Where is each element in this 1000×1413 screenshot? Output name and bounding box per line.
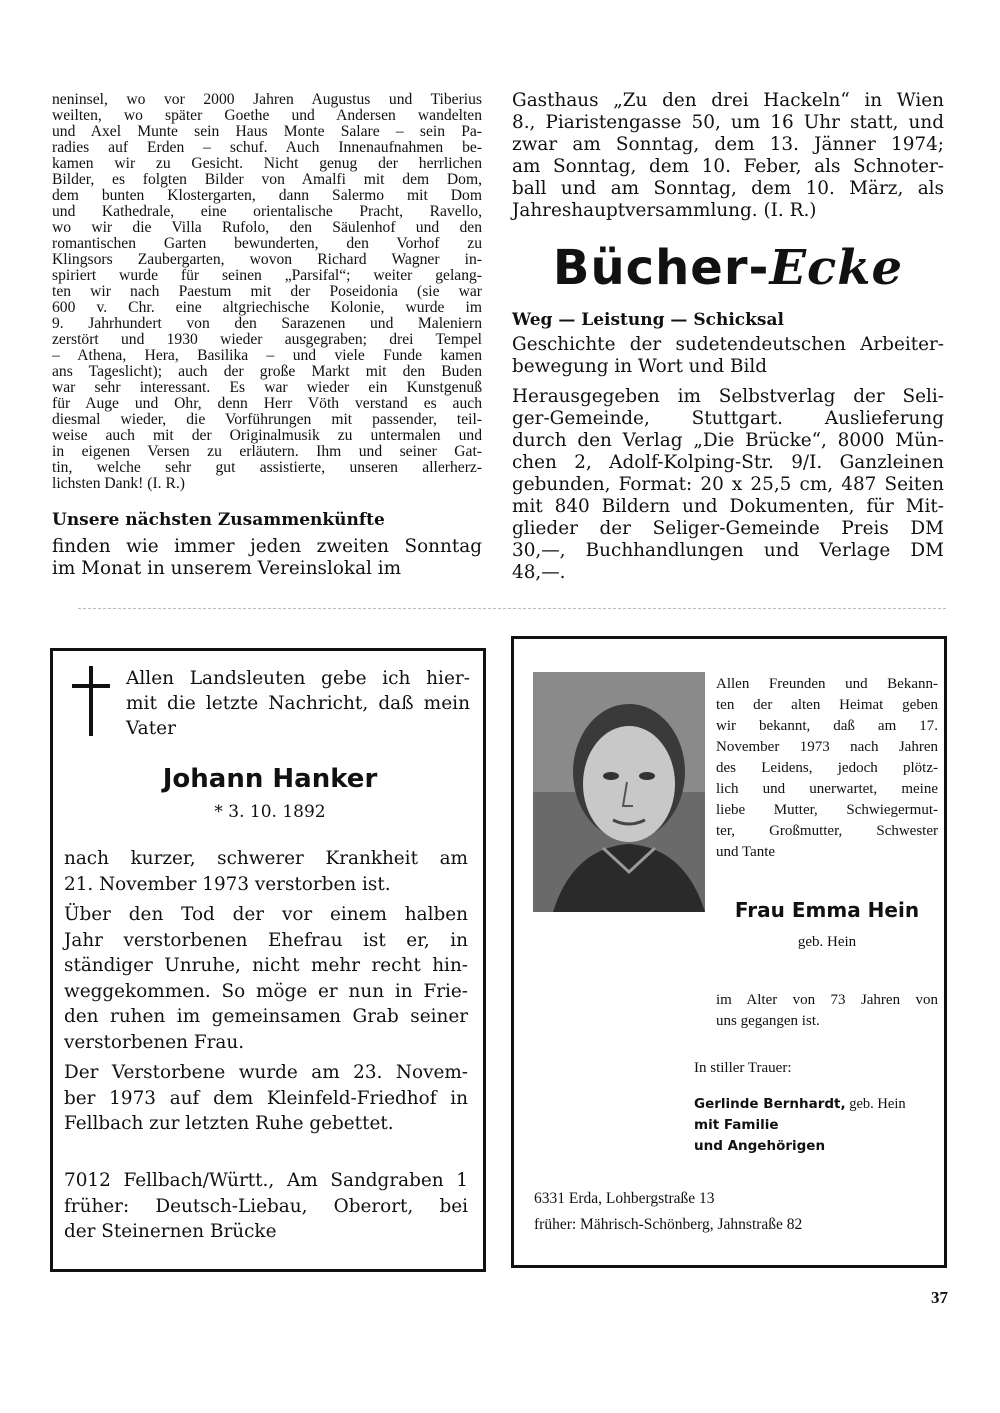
book-details-line: glieder der Seliger-Gemeinde Preis DM <box>512 518 944 539</box>
address-line-2: früher: Mährisch-Schönberg, Jahnstraße 82 <box>534 1216 803 1233</box>
obituary-para-2 <box>64 902 468 1055</box>
obituary-address <box>64 1168 468 1245</box>
article-line: lichsten Dank! (I. R.) <box>52 475 185 492</box>
book-subtitle-line: bewegung in Wort und Bild <box>512 356 768 377</box>
article-line: radies auf Erden – schuf. Auch Innenaufnahmen be- <box>52 139 482 156</box>
book-details-line: chen 2, Adolf-Kolping-Str. 9/I. Ganzleinen <box>512 452 944 473</box>
maiden-name: geb. Hein <box>797 934 857 950</box>
notice-line: ten der alten Heimat geben <box>716 697 938 713</box>
book-subtitle-line: Geschichte der sudetendeutschen Arbeiter- <box>512 334 944 355</box>
article-line: diesmal wieder, die Vorführungen mit passender, teil- <box>52 411 482 428</box>
deceased-name: Frau Emma Hein <box>734 898 920 922</box>
paragraph-line: nach kurzer, schwerer Krankheit am <box>64 848 468 869</box>
notice-line: November 1973 nach Jahren <box>716 739 938 755</box>
book-details <box>512 386 944 584</box>
article-line: tin, welche sehr gut assistierte, unseren allerherz- <box>52 459 482 476</box>
paragraph-line: 21. November 1973 verstorben ist. <box>64 873 391 895</box>
book-details-line: Herausgegeben im Selbstverlag der Seli- <box>512 386 944 407</box>
deceased-name: Johann Hanker <box>162 764 378 794</box>
article-line: wo wir die Villa Rufolo, den Säulenhof und den <box>52 219 482 236</box>
article-line: zerstört und 1930 wieder ausgegraben; drei Tempel <box>52 331 482 348</box>
obituary-age <box>716 990 938 1032</box>
address-line: früher: Deutsch-Liebau, Oberort, bei <box>64 1195 468 1217</box>
paragraph-line: ber 1973 auf dem Kleinfeld-Friedhof in <box>64 1087 468 1109</box>
article-line: dem bunten Klostergarten, dann Salermo mit Dom <box>52 187 482 204</box>
age-line: uns gegangen ist. <box>716 1013 820 1029</box>
article-line: Bilder, es folgten Bilder von Amalfi mit dem Dom, <box>52 171 482 188</box>
book-title: Weg — Leistung — Schicksal <box>512 310 784 330</box>
book-details-line: ger-Gemeinde, Stuttgart. Auslieferung <box>512 408 944 429</box>
portrait-photo <box>533 672 705 912</box>
mourner-name: Gerlinde Bernhardt, <box>694 1096 846 1112</box>
article-line: ans Tageslicht); auch der große Markt mit den Buden <box>52 363 482 380</box>
paragraph-line: Jahr verstorbenen Ehefrau ist er, in <box>64 929 468 951</box>
left-column <box>52 92 482 580</box>
book-details-line: durch den Verlag „Die Brücke“, 8000 Mün- <box>512 430 944 451</box>
article-line: und Axel Munte sein Haus Monte Salare – sein Pa- <box>52 123 482 140</box>
section-title-script: Ecke <box>769 240 904 296</box>
book-details-line: 48,—. <box>512 562 566 583</box>
book-details-line: mit 840 Bildern und Dokumenten, für Mit- <box>512 496 944 517</box>
obituary-notice <box>716 674 938 863</box>
notice-line: und Tante <box>716 844 776 860</box>
notice-line: ter, Großmutter, Schwester <box>716 823 938 839</box>
paragraph-line: verstorbenen Frau. <box>64 1031 245 1053</box>
article-line: Klingsors Zaubergarten, wovon Richard Wagner in- <box>52 251 482 268</box>
paragraph-line: ständiger Unruhe, nicht mehr recht hin- <box>64 955 468 976</box>
meetings-line: im Monat in unserem Vereinslokal im <box>52 558 402 579</box>
paragraph-line: den ruhen im gemeinsamen Grab seiner <box>64 1006 468 1027</box>
cross-icon <box>72 666 112 736</box>
article-line: romantischen Garten bewunderten, den Vorhof zu <box>52 235 482 252</box>
article-line: 9. Jahrhundert von den Sarazenen und Maleniern <box>52 315 482 332</box>
obituary-para-1 <box>64 846 468 897</box>
page-number: 37 <box>931 1288 948 1307</box>
address-line: der Steinernen Brücke <box>64 1221 277 1242</box>
article-line: kamen wir zu Gesicht. Nicht genug der herrlichen <box>52 155 482 172</box>
address-line: 7012 Fellbach/Württ., Am Sandgraben 1 <box>64 1170 468 1191</box>
article-line: neninsel, wo vor 2000 Jahren Augustus und Tiberius <box>52 91 482 108</box>
mourning-label: In stiller Trauer: <box>694 1060 792 1076</box>
paragraph-line: Fellbach zur letzten Ruhe gebettet. <box>64 1113 394 1134</box>
birth-date: * 3. 10. 1892 <box>214 802 326 822</box>
article-line: weilten, wo später Goethe und Andersen wandelten <box>52 107 482 124</box>
meetings-line: ball und am Sonntag, dem 10. März, als <box>512 178 944 199</box>
meetings-line: am Sonntag, dem 10. Feber, als Schnoter- <box>512 156 944 177</box>
mourner-line-2: mit Familie <box>694 1117 779 1133</box>
article-line: ten wir nach Paestum mit der Poseidonia (sie war <box>52 283 482 300</box>
article-line: – Athena, Hera, Basilika – und viele Funde kamen <box>52 347 482 364</box>
intro-line: mit die letzte Nachricht, daß mein <box>126 693 470 714</box>
article-line: war sehr interessant. Es war wieder ein Kunstgenuß <box>52 379 482 396</box>
meetings-heading: Unsere nächsten Zusammenkünfte <box>52 510 385 530</box>
article-text <box>52 92 482 492</box>
age-line: im Alter von 73 Jahren von <box>716 992 938 1008</box>
meetings-line: Gasthaus „Zu den drei Hackeln“ in Wien <box>512 90 944 111</box>
book-details-line: 30,—, Buchhandlungen und Verlage DM <box>512 540 944 561</box>
mourner-geb: geb. Hein <box>845 1096 906 1112</box>
right-column <box>512 90 944 584</box>
meetings-line: zwar am Sonntag, dem 13. Jänner 1974; <box>512 134 944 155</box>
notice-line: lich und unerwartet, meine <box>716 781 938 797</box>
notice-line: wir bekannt, daß am 17. <box>716 718 938 734</box>
paragraph-line: Über den Tod der vor einem halben <box>64 904 468 925</box>
mourners <box>694 1094 944 1157</box>
notice-line: Allen Freunden und Bekann- <box>716 676 938 692</box>
notice-line: liebe Mutter, Schwiegermut- <box>716 802 938 818</box>
article-line: für Auge und Ohr, denn Herr Vöth verstand es auch <box>52 395 482 412</box>
article-line: spiriert wurde für seinen „Parsifal“; weiter gelang- <box>52 267 482 284</box>
address-line-1: 6331 Erda, Lohbergstraße 13 <box>534 1190 715 1207</box>
meetings-line: 8., Piaristengasse 50, um 16 Uhr statt, und <box>512 112 944 133</box>
obituary-intro <box>126 666 470 741</box>
obituary-address <box>534 1186 934 1238</box>
article-line: in eigenen Versen zu erläutern. Ihm und seiner Gat- <box>52 443 482 460</box>
paragraph-line: Der Verstorbene wurde am 23. Novem- <box>64 1062 468 1083</box>
obituary-body <box>64 846 468 1142</box>
paragraph-line: weggekommen. So möge er nun in Frie- <box>64 980 468 1002</box>
meetings-line: Jahreshauptversammlung. (I. R.) <box>512 200 817 221</box>
portrait-image <box>533 672 705 912</box>
intro-line: Allen Landsleuten gebe ich hier- <box>126 668 470 689</box>
intro-line: Vater <box>126 718 176 739</box>
obituary-para-3 <box>64 1060 468 1137</box>
section-divider <box>78 608 946 609</box>
book-details-line: gebunden, Format: 20 x 25,5 cm, 487 Seiten <box>512 474 944 495</box>
mourner-line-1 <box>694 1094 944 1115</box>
meetings-line: finden wie immer jeden zweiten Sonntag <box>52 536 482 557</box>
article-line: weise auch mit der Originalmusik zu untermalen und <box>52 427 482 444</box>
article-line: 600 v. Chr. eine altgriechische Kolonie, wurde im <box>52 299 482 316</box>
meetings-text <box>52 536 482 580</box>
meetings-text-continued <box>512 90 944 222</box>
book-subtitle <box>512 334 944 378</box>
mourner-line-3: und Angehörigen <box>694 1138 826 1154</box>
article-line: und Kathedrale, eine orientalische Pracht, Ravello, <box>52 203 482 220</box>
section-title-main: Bücher- <box>552 240 770 296</box>
notice-line: des Leidens, jedoch plötz- <box>716 760 938 776</box>
section-title <box>512 240 944 296</box>
